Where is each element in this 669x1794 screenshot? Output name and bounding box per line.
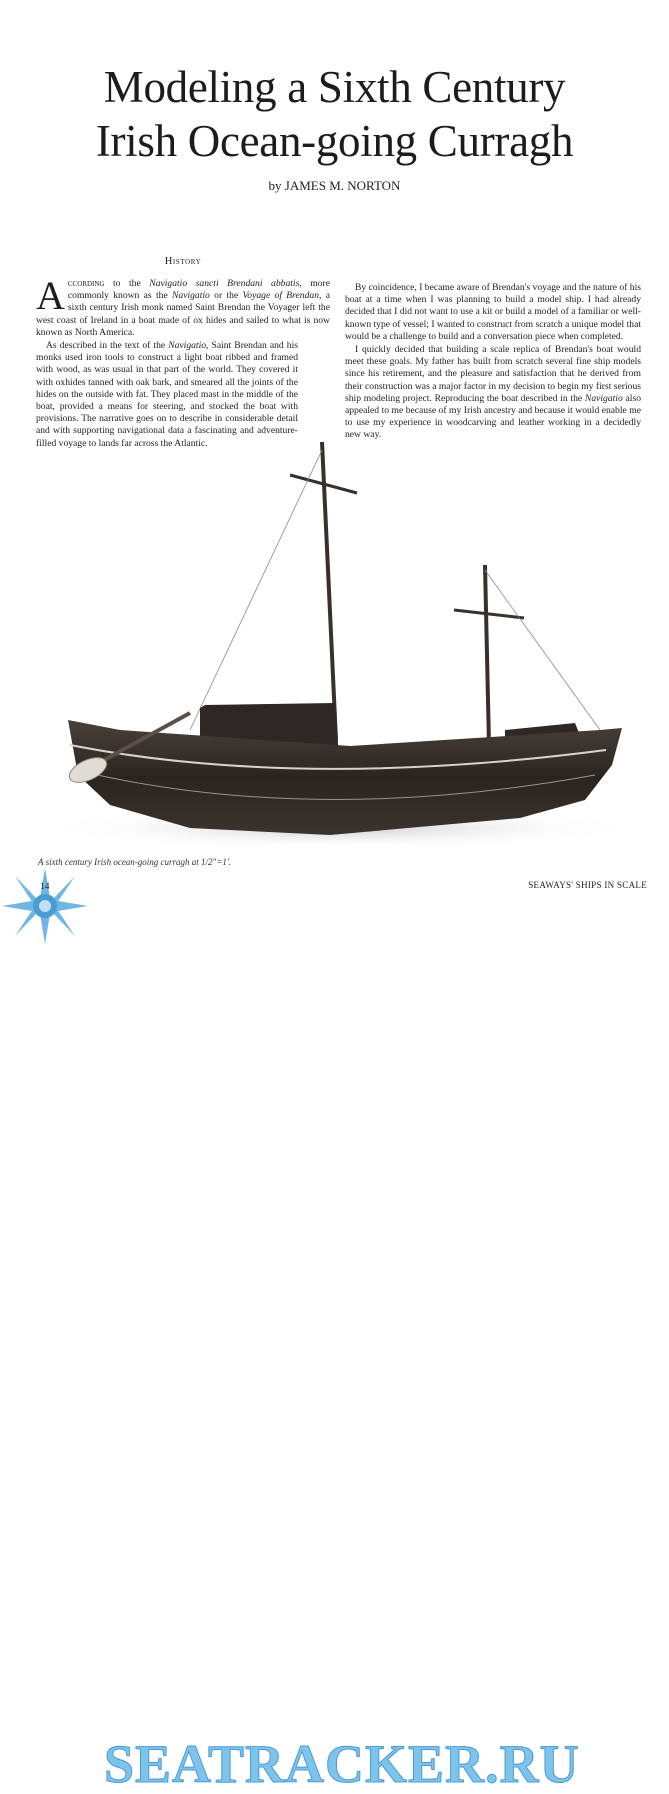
rigging-line [485,570,600,730]
rigging-line [190,450,322,730]
photo-caption: A sixth century Irish ocean-going curragh at 1/2"=1'. [38,857,232,867]
publication-name: SEAWAYS' SHIPS IN SCALE [528,880,647,890]
paragraph: According to the Navigatio sancti Brendani abbatis, more commonly known as the Navigatio or the Voyage of Brendan, a sixth century Irish monk named Saint Brendan the Voyager left the west coast of Ireland in a boat made of ox hides and sailed to what is now known as North America. [36,273,330,338]
aft-yard [454,610,524,618]
footer [0,866,669,1794]
curragh-model-photo [0,430,669,860]
byline: by JAMES M. NORTON [268,178,401,193]
article-title [20,60,649,168]
title-line-2: Irish Ocean-going Curragh [95,116,574,166]
text-column-left [36,273,330,451]
aft-mast [485,565,489,745]
paragraph: As described in the text of the Navigatio, Saint Brendan and his monks used iron tools to construct a light boat ribbed and framed with wood, as was usual in that part of the world. They covered it with oxhides tanned with oak bark, and smeared all the joints of the hides on the outside with fat. They placed mast in the middle of the boat, provided a means for steering, and stocked the boat with provisions. The narrative goes on to describe in considerable detail and with supporting navigational data a fascinating and adventure-filled voyage to lands far across the Atlantic. [36,340,298,449]
page-number: 14 [40,882,50,892]
compass-star-icon [2,868,88,944]
paragraph: I quickly decided that building a scale replica of Brendan's boat would meet these goals. My father has built from scratch several fine ship models since his retirement, and the pleasure and satisfaction that he derived from their construction was a major factor in my decision to begin my first serious ship modeling project. Reproducing the boat described in the Navigatio also appealed to me because of my Irish ancestry and because it would enable me to use my experience in woodcarving and leather working in a decidedly new way. [345,344,641,441]
title-line-1: Modeling a Sixth Century [103,62,566,112]
text-column-right [345,282,641,443]
section-heading: History [164,256,202,267]
watermark: SEATRACKER.RU [104,1734,580,1794]
paragraph: By coincidence, I became aware of Brendan's voyage and the nature of his boat at a time when I was planning to build a model ship. I had already decided that I did not want to use a kit or build a model of a familiar or well-known type of vessel; I wanted to construct from scratch a unique model that would be a challenge to build and a conversation piece when completed. [345,282,641,342]
drop-cap: A [36,273,65,318]
